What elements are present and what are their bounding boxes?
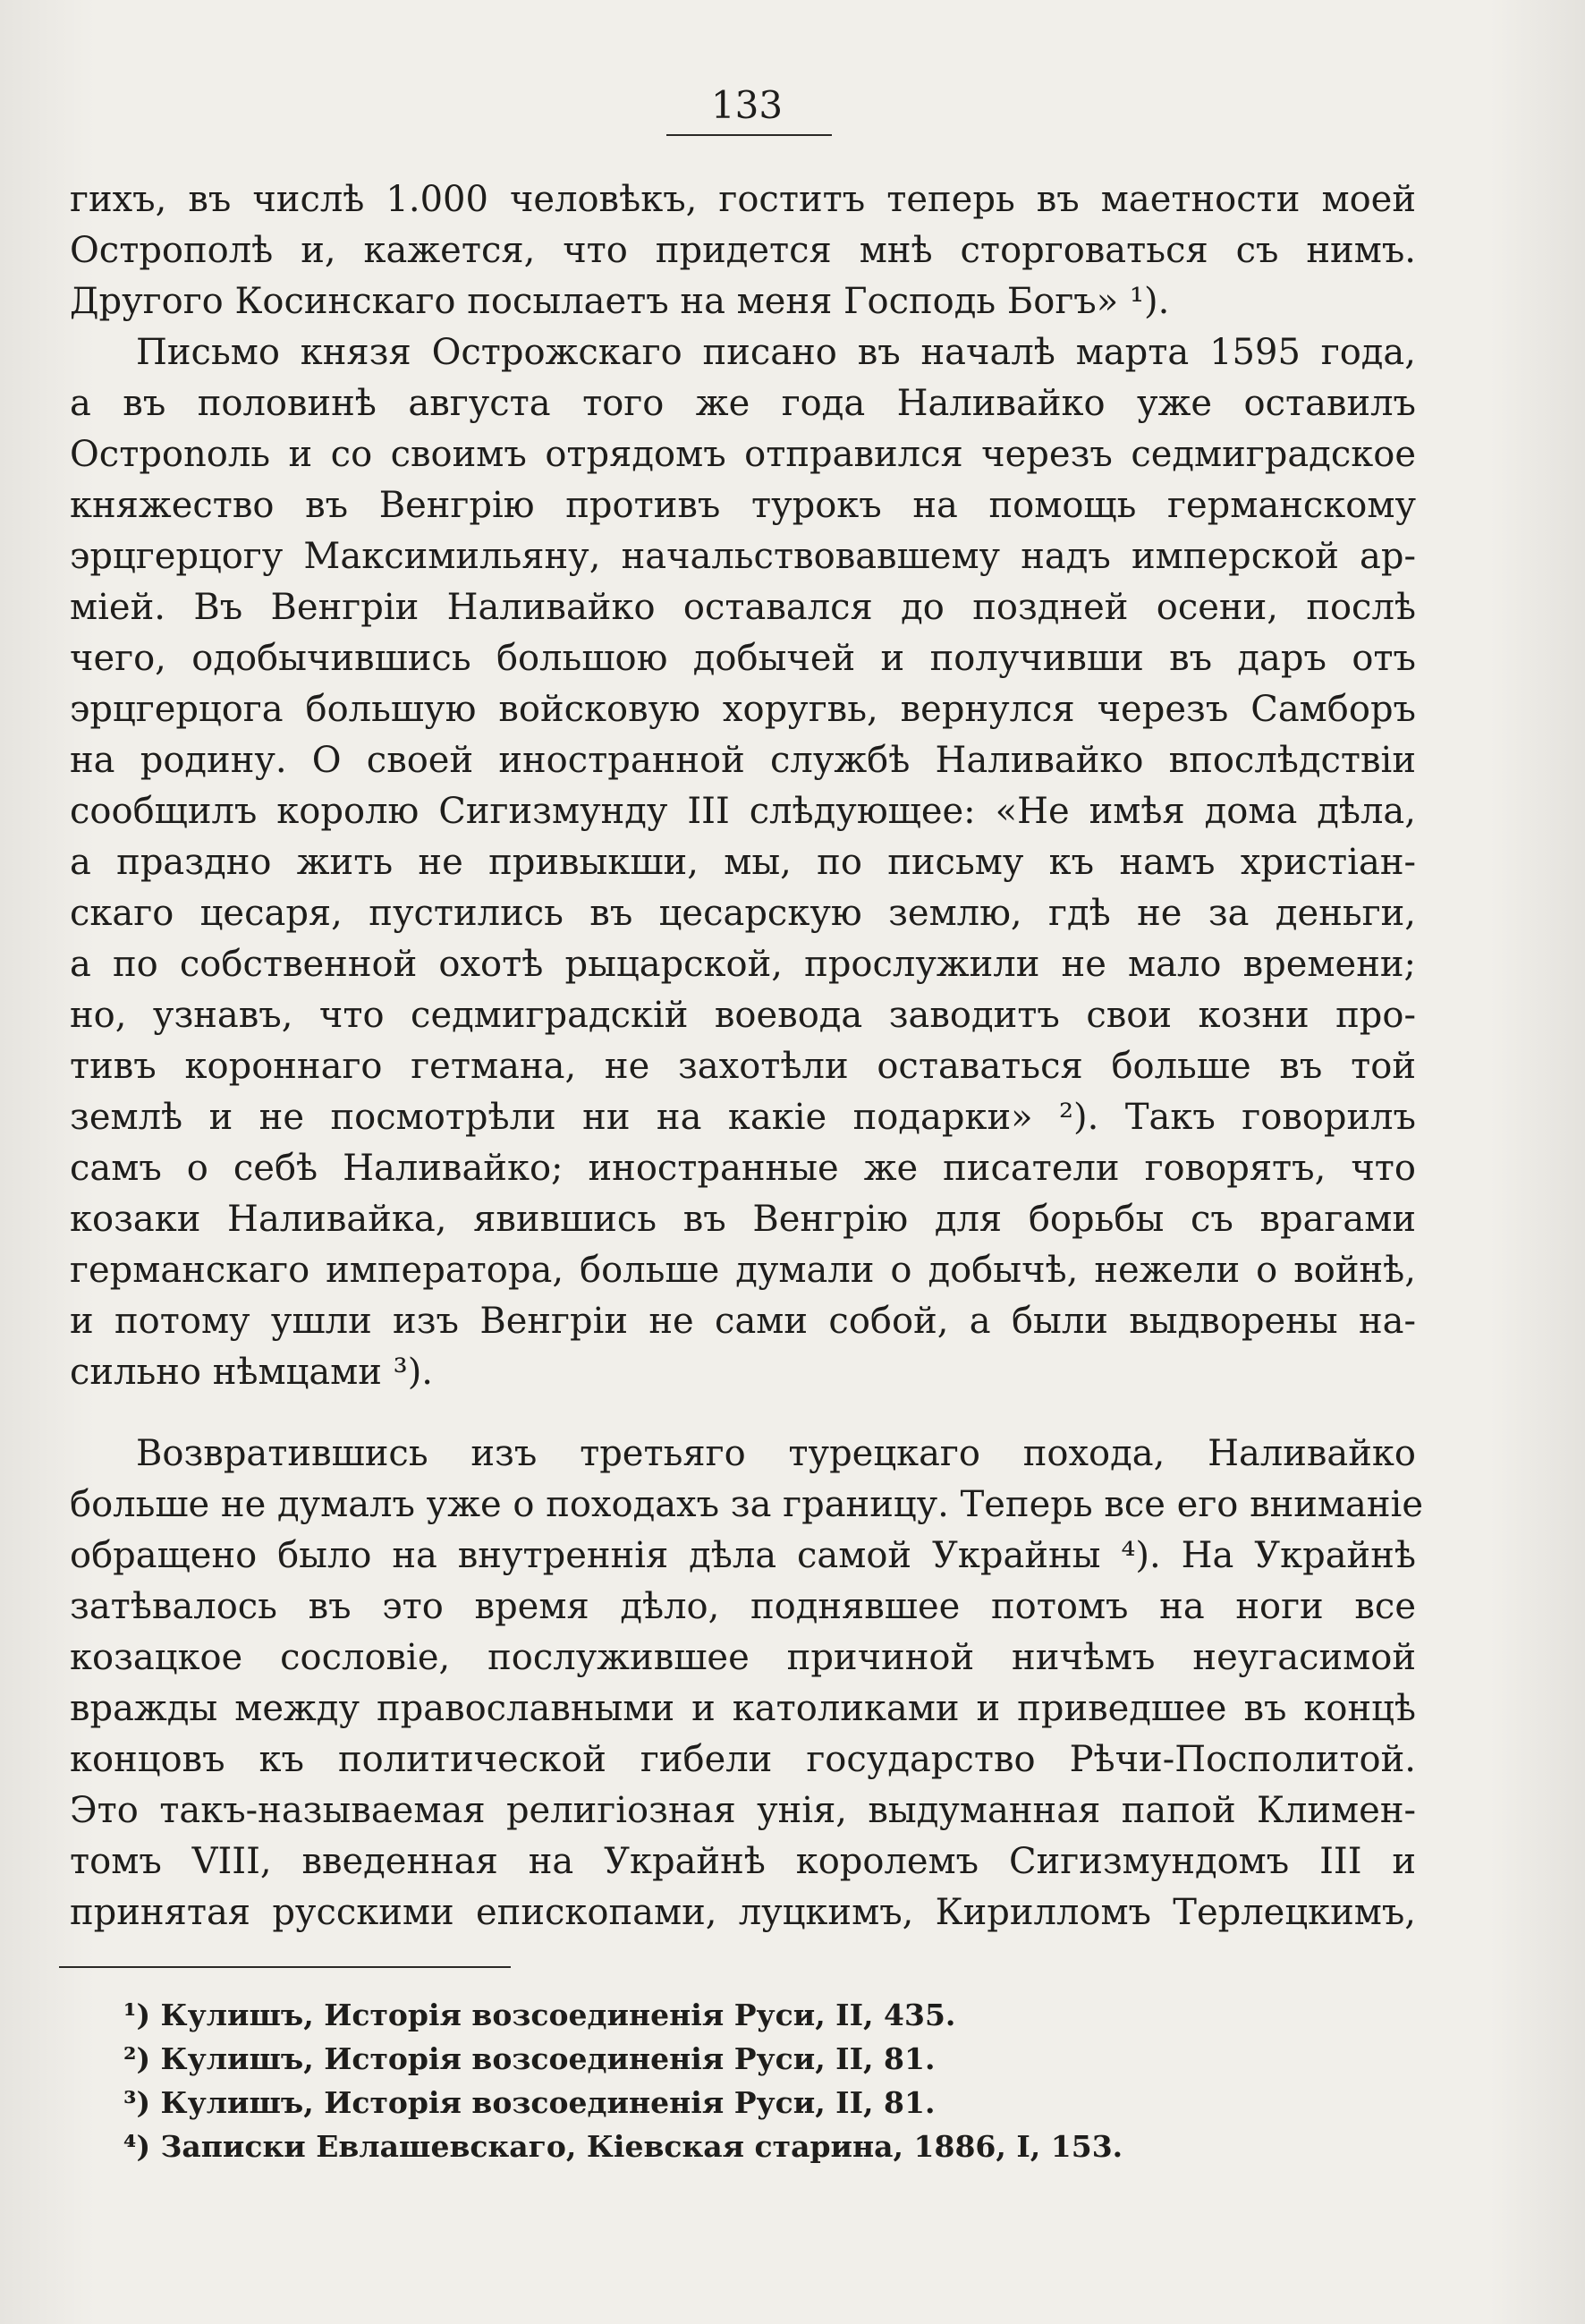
body-text: [70, 174, 1424, 1938]
paragraph-3: [70, 1429, 1424, 1938]
paragraph-2: [70, 327, 1416, 1398]
text-line: землѣ и не посмотрѣли ни на какіе подарки» ²). Такъ говорилъ: [70, 1097, 1416, 1138]
text-line: обращено было на внутреннія дѣла самой Украйны ⁴). На Украйнѣ: [70, 1535, 1416, 1576]
page-number-rule: [666, 134, 832, 136]
text-line: Возвратившись изъ третьяго турецкаго похода, Наливайко: [136, 1433, 1416, 1474]
footnote: ³) Кулишъ, Исторія возсоединенія Руси, II, 81.: [123, 2085, 936, 2120]
text-line: Острополѣ и, кажется, что придется мнѣ сторговаться съ нимъ.: [70, 230, 1416, 271]
text-line: Остроnоль и со своимъ отрядомъ отправился черезъ седмиградское: [70, 434, 1416, 475]
text-line: затѣвалось въ это время дѣло, поднявшее потомъ на ноги все: [70, 1586, 1416, 1627]
text-line: міей. Въ Венгріи Наливайко оставался до поздней осени, послѣ: [70, 587, 1416, 628]
text-line: Другого Косинскаго посылаетъ на меня Господь Богъ» ¹).: [70, 281, 1170, 322]
text-line: принятая русскими епископами, луцкимъ, Кирилломъ Терлецкимъ,: [70, 1892, 1416, 1933]
text-line: чего, одобычившись большою добычей и получивши въ даръ отъ: [70, 638, 1416, 679]
text-line: скаго цесаря, пустились въ цесарскую землю, гдѣ не за деньги,: [70, 893, 1416, 934]
text-line: и потому ушли изъ Венгріи не сами собой, а были выдворены на-: [70, 1301, 1416, 1342]
text-line: самъ о себѣ Наливайко; иностранные же писатели говорятъ, что: [70, 1148, 1416, 1189]
text-line: тивъ короннаго гетмана, не захотѣли оставаться больше въ той: [70, 1046, 1416, 1087]
text-line: томъ VIII, введенная на Украйнѣ королемъ Сигизмундомъ III и: [70, 1841, 1416, 1882]
footnote: ¹) Кулишъ, Исторія возсоединенія Руси, II, 435.: [123, 1997, 956, 2032]
text-line: эрцгерцога большую войсковую хоругвь, вернулся черезъ Самборъ: [70, 689, 1416, 730]
text-line: сильно нѣмцами ³).: [70, 1352, 434, 1393]
text-line: Это такъ-называемая религіозная унія, выдуманная папой Климен-: [70, 1790, 1416, 1831]
text-line: вражды между православными и католиками и приведшее въ концѣ: [70, 1688, 1416, 1729]
text-line: гихъ, въ числѣ 1.000 человѣкъ, гоститъ теперь въ маетности моей: [70, 179, 1416, 220]
text-line: германскаго императора, больше думали о добычѣ, нежели о войнѣ,: [70, 1250, 1416, 1291]
footnotes: [123, 1993, 1286, 2168]
paragraph-spacer: [70, 1398, 1416, 1429]
text-line: а праздно жить не привыкши, мы, по письму къ намъ христіан-: [70, 842, 1416, 883]
footnote: ⁴) Записки Евлашевскаго, Кіевская старина, 1886, I, 153.: [123, 2129, 1123, 2164]
text-line: больше не думалъ уже о походахъ за границу. Теперь все его вниманіе: [70, 1484, 1424, 1525]
text-line: а по собственной охотѣ рыцарской, прослужили не мало времени;: [70, 944, 1416, 985]
text-line: сообщилъ королю Сигизмунду III слѣдующее: «Не имѣя дома дѣла,: [70, 791, 1416, 832]
paragraph-1: [70, 174, 1416, 327]
footnote: ²) Кулишъ, Исторія возсоединенія Руси, II, 81.: [123, 2041, 936, 2076]
text-line: Письмо князя Острожскаго писано въ началѣ марта 1595 года,: [136, 332, 1416, 373]
text-line: княжество въ Венгрію противъ турокъ на помощь германскому: [70, 485, 1416, 526]
text-line: но, узнавъ, что седмиградскій воевода заводитъ свои козни про-: [70, 995, 1416, 1036]
text-line: эрцгерцогу Максимильяну, начальствовавшему надъ имперской ар-: [70, 536, 1416, 577]
footnote-separator: [59, 1966, 511, 1968]
text-line: на родину. О своей иностранной службѣ Наливайко впослѣдствіи: [70, 740, 1416, 781]
text-line: а въ половинѣ августа того же года Наливайко уже оставилъ: [70, 383, 1416, 424]
text-line: концовъ къ политической гибели государство Рѣчи-Посполитой.: [70, 1739, 1416, 1780]
text-line: козаки Наливайка, явившись въ Венгрію для борьбы съ врагами: [70, 1199, 1416, 1240]
page-number: 133: [710, 83, 784, 127]
text-line: козацкое сословіе, послужившее причиной ничѣмъ неугасимой: [70, 1637, 1416, 1678]
